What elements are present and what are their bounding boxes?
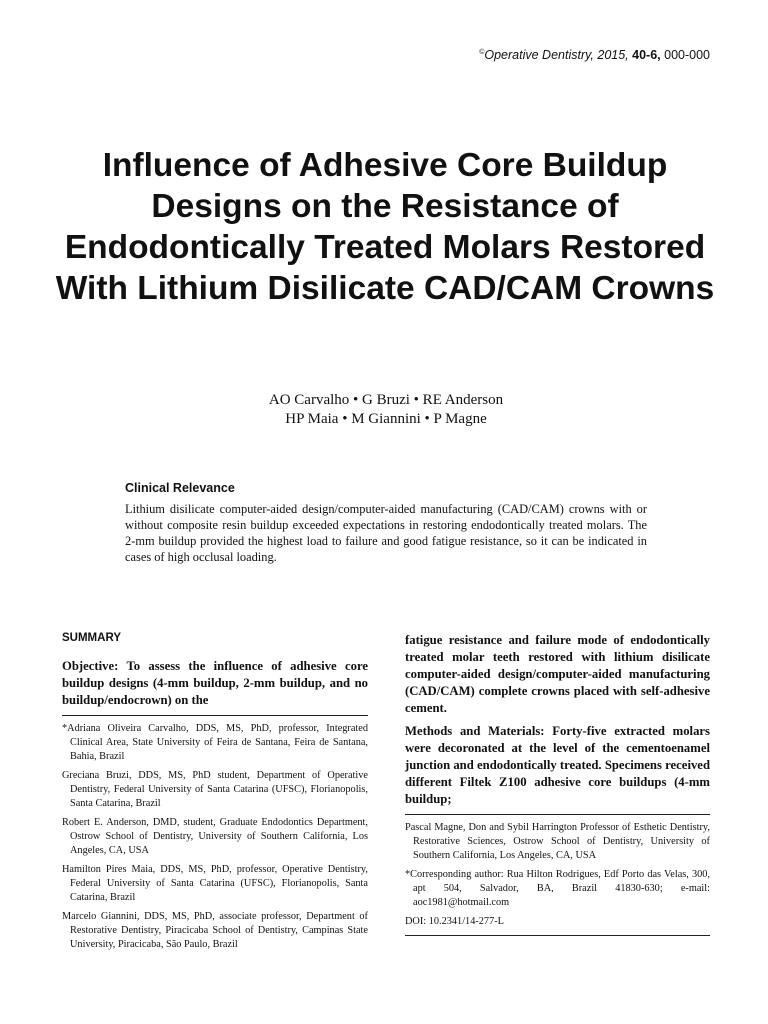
article-title: Influence of Adhesive Core Buildup Designs on the Resistance of Endodontically Treated Molars Restored With Lithium Disilicate CAD/CAM Crowns xyxy=(55,147,715,307)
journal-name: Operative Dentistry, 2015, xyxy=(484,48,633,62)
copyright-symbol: © xyxy=(479,48,485,56)
clinical-relevance-text: Lithium disilicate computer-aided design/computer-aided manufacturing (CAD/CAM) crowns with or without composite resin buildup exceeded expectations in restoring endodontically treated molars. The 2-mm buildup provided the highest load to failure and good fatigue resistance, so it can be indicated in cases of high occlusal loading. xyxy=(125,502,647,564)
clinical-relevance-heading: Clinical Relevance xyxy=(125,481,235,495)
affiliation-2: Greciana Bruzi, DDS, MS, PhD student, Department of Operative Dentistry, Federal University of Santa Catarina (UFSC), Florianopolis, Santa Catarina, Brazil xyxy=(62,770,368,809)
affiliation-3: Robert E. Anderson, DMD, student, Graduate Endodontics Department, Ostrow School of Dentistry, University of Southern California, Los Angeles, CA, USA xyxy=(62,817,368,856)
affiliation-1: *Adriana Oliveira Carvalho, DDS, MS, PhD, professor, Integrated Clinical Area, State University of Feira de Santana, Feira de Santana, Bahia, Brazil xyxy=(62,723,368,762)
journal-citation xyxy=(479,48,710,62)
affiliation-6: Pascal Magne, Don and Sybil Harrington Professor of Esthetic Dentistry, Restorative Sciences, Ostrow School of Dentistry, University of Southern California, Los Angeles, CA, USA xyxy=(405,822,710,861)
corresponding-author: *Corresponding author: Rua Hilton Rodrigues, Edf Porto das Velas, 300, apt 504, Salvador, BA, Brazil 41830-630; e-mail: aoc1981@hotmail.com xyxy=(405,869,710,908)
journal-volume: 40-6, xyxy=(632,48,661,62)
right-column xyxy=(405,632,710,936)
author-line-1: AO Carvalho • G Bruzi • RE Anderson xyxy=(268,392,504,408)
summary-heading: SUMMARY xyxy=(62,632,121,644)
doi: DOI: 10.2341/14-277-L xyxy=(405,916,504,927)
summary-objective: Objective: To assess the influence of adhesive core buildup designs (4-mm buildup, 2-mm buildup, and no buildup/endocrown) on the xyxy=(62,659,368,707)
footnote-divider xyxy=(62,715,368,716)
affiliation-5: Marcelo Giannini, DDS, MS, PhD, associate professor, Department of Restorative Dentistry, Piracicaba School of Dentistry, Campinas State University, Piracicaba, São Paulo, Brazil xyxy=(62,911,368,950)
summary-methods: Methods and Materials: Forty-five extracted molars were decoronated at the level of the cementoenamel junction and endodontically treated. Specimens received different Filtek Z100 adhesive core buildups (4-mm buildup; xyxy=(405,724,710,806)
summary-objective-continued: fatigue resistance and failure mode of endodontically treated molar teeth restored with lithium disilicate computer-aided design/computer-aided manufacturing (CAD/CAM) complete crowns placed with self-adhesive cement. xyxy=(405,633,710,715)
doi-divider xyxy=(405,935,710,936)
journal-pages: 000-000 xyxy=(660,48,710,62)
footnote-divider-right xyxy=(405,814,710,815)
left-column xyxy=(62,632,368,957)
affiliation-4: Hamilton Pires Maia, DDS, MS, PhD, professor, Operative Dentistry, Federal University of Santa Catarina (UFSC), Florianopolis, Santa Catarina, Brazil xyxy=(62,864,368,903)
author-line-2: HP Maia • M Giannini • P Magne xyxy=(285,411,487,427)
author-list xyxy=(0,391,768,429)
